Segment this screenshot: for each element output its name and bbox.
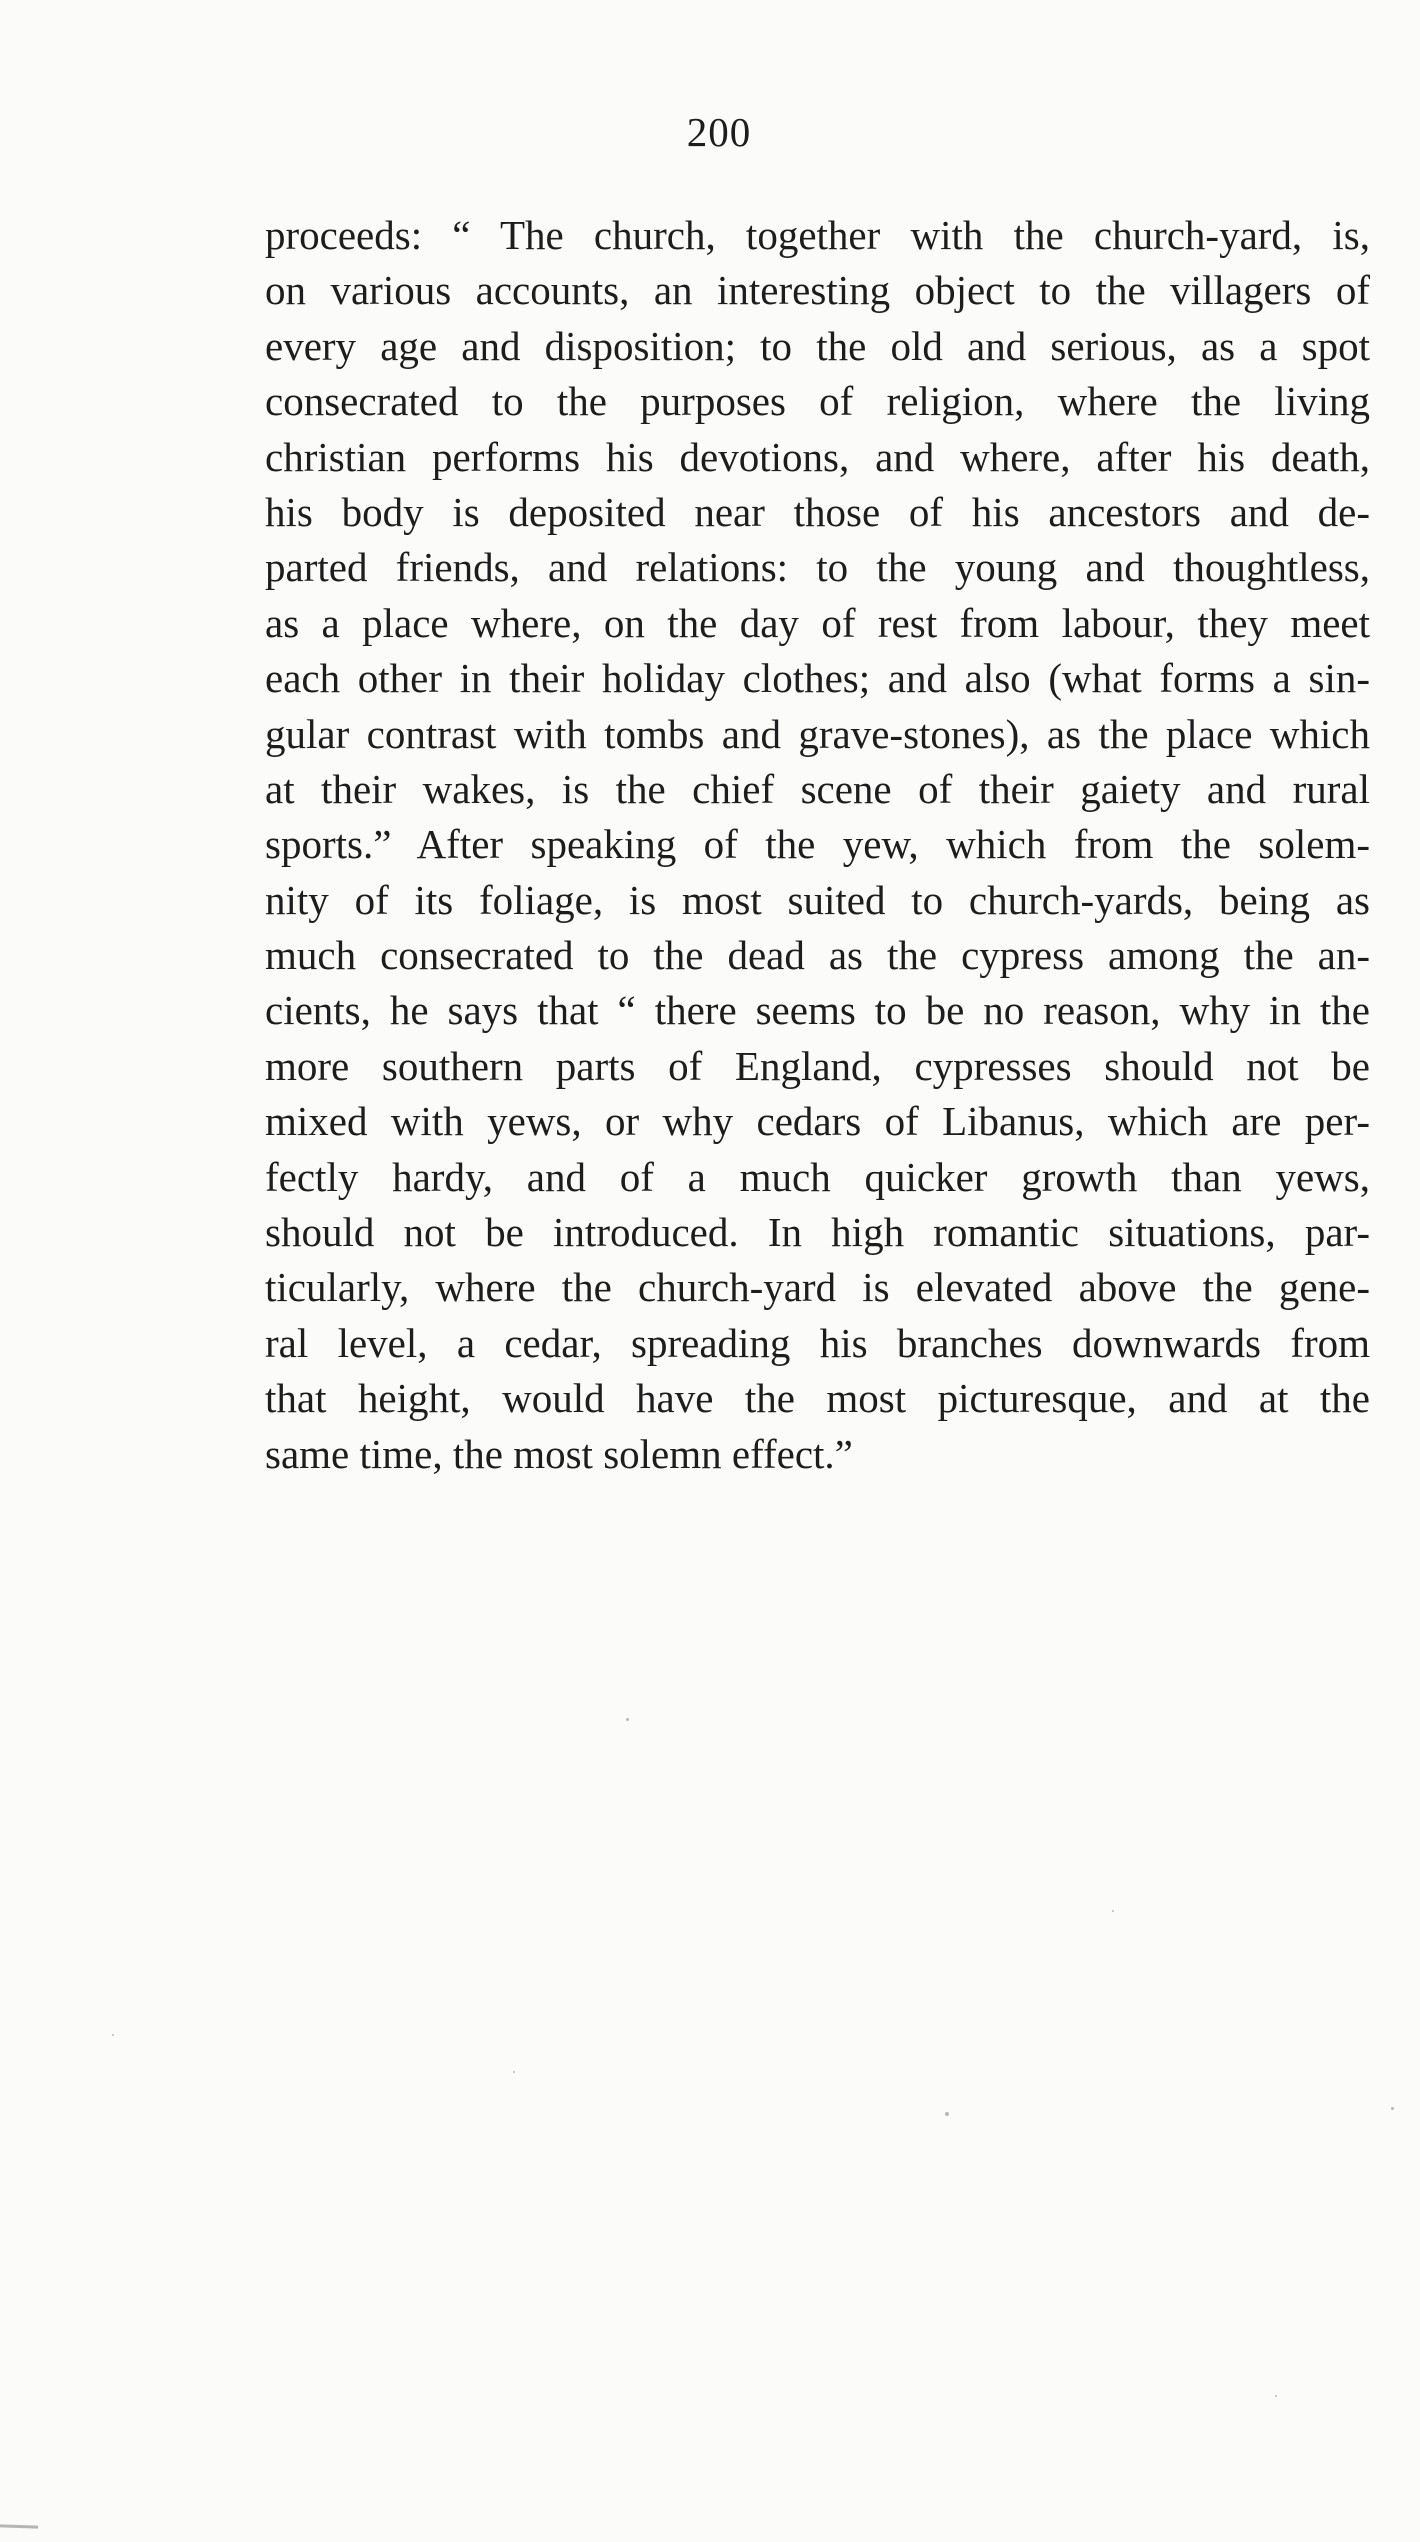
paper-speck: [112, 2034, 114, 2036]
text-line: ticularly, where the church-yard is elevated above the gene-: [265, 1264, 1370, 1311]
text-line: nity of its foliage, is most suited to church-yards, being as: [265, 876, 1370, 923]
text-line: same time, the most solemn effect.”: [265, 1430, 853, 1477]
text-line: christian performs his devotions, and where, after his death,: [265, 433, 1370, 480]
paper-speck: [1391, 2107, 1394, 2110]
text-line: cients, he says that “ there seems to be no reason, why in the: [265, 987, 1370, 1034]
text-line: fectly hardy, and of a much quicker growth than yews,: [265, 1153, 1370, 1200]
text-line: sports.” After speaking of the yew, which from the solem-: [265, 821, 1370, 868]
text-line: much consecrated to the dead as the cypress among the an-: [265, 932, 1370, 979]
text-line: as a place where, on the day of rest from labour, they meet: [265, 599, 1370, 646]
text-line: gular contrast with tombs and grave-stones), as the place which: [265, 710, 1370, 757]
text-line: on various accounts, an interesting object to the villagers of: [265, 267, 1370, 314]
text-line: proceeds: “ The church, together with the church-yard, is,: [265, 212, 1370, 258]
text-line: more southern parts of England, cypresses should not be: [265, 1042, 1370, 1089]
text-line: parted friends, and relations: to the young and thoughtless,: [265, 544, 1370, 591]
page-number: 200: [686, 109, 752, 155]
edge-mark: [0, 2524, 38, 2528]
paper-speck: [513, 2071, 515, 2073]
text-line: consecrated to the purposes of religion, where the living: [265, 378, 1370, 425]
paper-speck: [626, 1718, 629, 1721]
text-line: that height, would have the most picturesque, and at the: [265, 1375, 1370, 1422]
text-line: every age and disposition; to the old and serious, as a spot: [265, 322, 1370, 369]
text-line: mixed with yews, or why cedars of Libanus, which are per-: [265, 1098, 1370, 1145]
text-line: at their wakes, is the chief scene of their gaiety and rural: [265, 765, 1370, 812]
text-line: his body is deposited near those of his ancestors and de-: [265, 488, 1370, 535]
body-text: [265, 208, 1370, 1482]
paper-speck: [1112, 1910, 1114, 1912]
text-line: each other in their holiday clothes; and also (what forms a sin-: [265, 655, 1370, 702]
text-line: ral level, a cedar, spreading his branches downwards from: [265, 1319, 1370, 1366]
paper-speck: [945, 2112, 949, 2116]
text-line: should not be introduced. In high romantic situations, par-: [265, 1209, 1370, 1256]
paper-speck: [1275, 2395, 1277, 2397]
